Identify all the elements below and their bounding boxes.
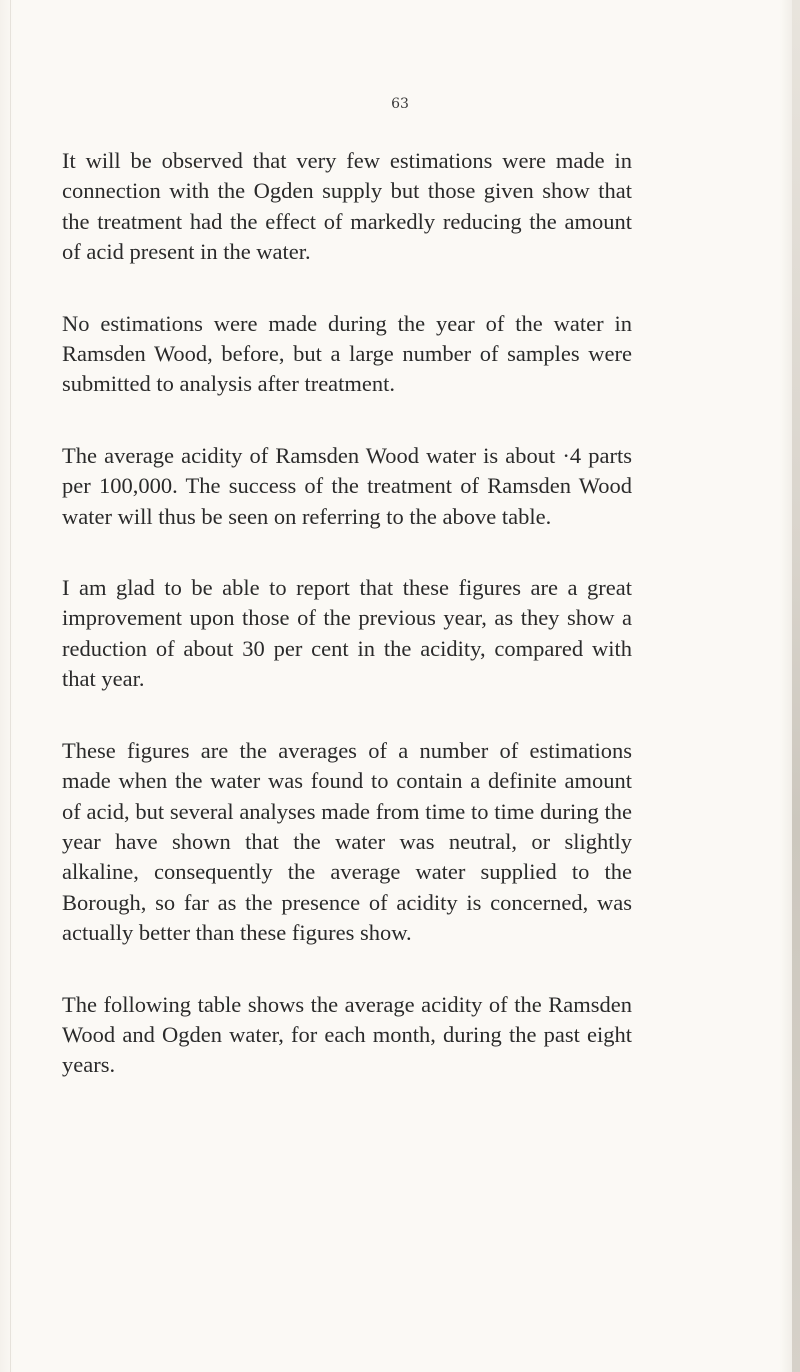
page-left-edge bbox=[0, 0, 11, 1372]
paragraph-following-table: The following table shows the average acidity of the Ramsden Wood and Ogden water, for each month, during the past eight years. bbox=[62, 991, 632, 1078]
paragraph-average-acidity: The average acidity of Ramsden Wood water is about ·4 parts per 100,000. The success of the treatment of Ramsden Wood water will thus be seen on referring to the above table. bbox=[62, 442, 632, 529]
paragraph-ogden-observation: It will be observed that very few estimations were made in connection with the Ogden supply but those given show that the treatment had the effect of markedly reducing the amount of acid present in the water. bbox=[62, 148, 632, 265]
page-right-edge bbox=[792, 0, 800, 1372]
body-text bbox=[62, 146, 632, 1081]
paragraph-ramsden-samples: No estimations were made during the year of the water in Ramsden Wood, before, but a large number of samples were submitted to analysis after treatment. bbox=[62, 310, 632, 397]
paragraph-figures-averages: These figures are the averages of a number of estimations made when the water was found to contain a definite amount of acid, but several analyses made from time to time during the year have shown that the water was neutral, or slightly alkaline, consequently the average water supplied to the Borough, so far as the presence of acidity is concerned, was actually better than these figures show. bbox=[62, 737, 632, 946]
paragraph-improvement: I am glad to be able to report that these figures are a great improvement upon those of the previous year, as they show a reduction of about 30 per cent in the acidity, compared with that year. bbox=[62, 575, 632, 692]
page-number: 63 bbox=[391, 96, 409, 112]
